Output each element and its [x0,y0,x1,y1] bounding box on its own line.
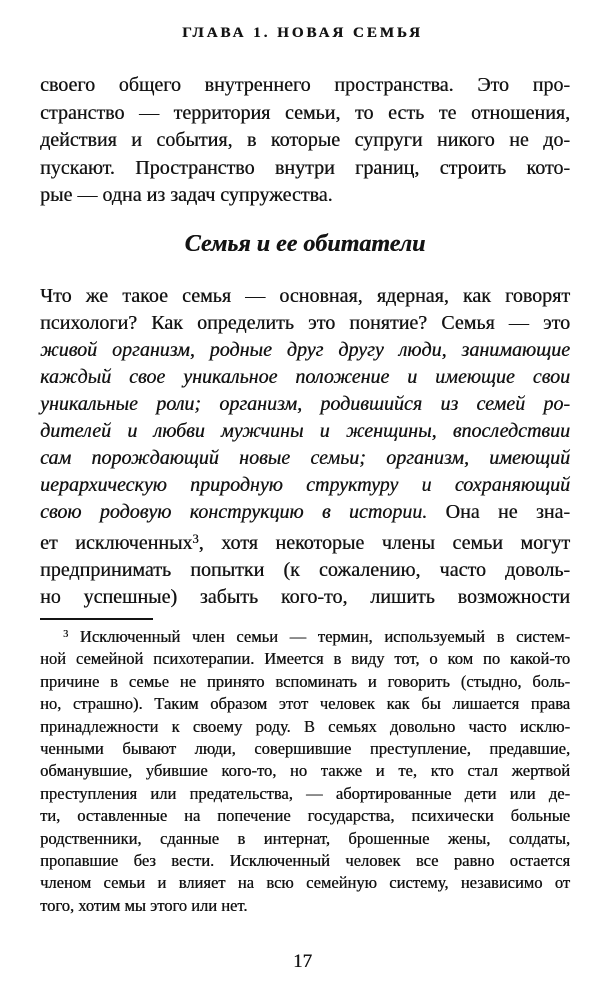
text-line [40,127,570,155]
text-line [40,584,570,611]
text-line [40,155,570,183]
text-line [40,671,570,693]
text-line [40,391,570,418]
text-segment: ной семейной психотерапии. Имеется в виду тот, о ком по какой-то [40,649,570,669]
text-segment: , хотя некоторые члены семьи могут [198,531,571,554]
text-line [40,895,570,917]
text-line [40,526,570,557]
paragraph-2 [40,283,570,611]
text-line [40,557,570,584]
text-line [40,760,570,782]
text-segment: преступления или предательства, — абортированные дети или де- [40,783,570,803]
text-segment: обманувшие, убившие кого-то, но также и те, кто стал жертвой [40,761,570,781]
text-line [40,499,570,526]
text-line [40,445,570,472]
text-segment: действия и события, в которые супруги никого не до- [40,129,570,151]
footnote-reference-superscript: 3 [192,532,199,546]
text-segment: свою родовую конструкцию в истории. [40,501,428,523]
text-segment: иерархическую природную структуру и сохраняющий [40,474,570,496]
text-segment: дителей и любви мужчины и женщины, впоследствии [40,420,570,442]
text-line [40,418,570,445]
paragraph-1 [40,72,570,210]
text-segment: пропавшие без вести. Исключенный человек все равно остается [40,850,570,870]
text-line [40,624,570,648]
text-segment: уникальные роли; организм, родившийся из семей ро- [40,393,570,415]
page-number: 17 [293,951,312,972]
text-line [40,182,570,210]
text-line [40,872,570,894]
text-line [40,72,570,100]
text-segment: Она не зна- [427,501,570,523]
text-line [40,738,570,760]
text-line [40,783,570,805]
text-segment: предпринимать попытки (к сожалению, часто доволь- [40,558,570,581]
footnote-separator-rule [40,618,153,620]
text-line [40,805,570,827]
footnote-reference-superscript: 3 [63,629,69,640]
text-line [40,100,570,128]
text-line [40,716,570,738]
text-segment: ет исключенных [40,531,193,554]
text-segment: своего общего внутреннего пространства. Это про- [40,74,570,96]
footnote [40,624,570,917]
text-line [40,283,570,310]
text-segment: Что же такое семья — основная, ядерная, как говорят [40,285,570,307]
text-segment: родственники, сданные в интернат, брошенные жены, солдаты, [40,828,570,848]
text-segment: психологи? Как определить это понятие? Семья — это [40,312,570,334]
text-segment: рые — одна из задач супружества. [40,184,333,206]
text-segment: того, хотим мы этого или нет. [40,895,248,915]
text-line [40,310,570,337]
text-segment: сам порождающий новые семьи; организм, имеющий [40,447,570,469]
text-line [40,828,570,850]
text-line [40,850,570,872]
text-segment: причине в семье не принято вспоминать и говорить (стыдно, боль- [40,671,570,691]
text-line [40,364,570,391]
running-head: ГЛАВА 1. НОВАЯ СЕМЬЯ [182,25,423,41]
text-segment: ченными бывают люди, совершившие преступление, предавшие, [40,738,570,758]
text-line [40,337,570,364]
text-segment: пускают. Пространство внутри границ, строить кото- [40,156,570,179]
text-line [40,472,570,499]
text-segment: Исключенный член семьи — термин, используемый в систем- [68,626,570,646]
text-segment: но успешные) забыть кого-то, лишить возможности [40,585,570,608]
text-segment: ти, оставленные на попечение государства, психически больные [40,806,570,826]
text-line [40,648,570,670]
text-segment: живой организм, родные друг другу люди, занимающие [40,339,570,361]
section-heading: Семья и ее обитатели [184,231,426,257]
text-segment: странство — территория семьи, то есть те отношения, [40,101,570,124]
text-segment: членом семьи и влияет на всю семейную систему, независимо от [40,873,570,893]
text-segment: принадлежности к своему роду. В семьях довольно часто исклю- [40,716,570,736]
text-segment: каждый свое уникальное положение и имеющие свои [40,366,570,388]
text-line [40,693,570,715]
text-segment: но, страшно). Таким образом этот человек как бы лишается права [40,694,570,714]
